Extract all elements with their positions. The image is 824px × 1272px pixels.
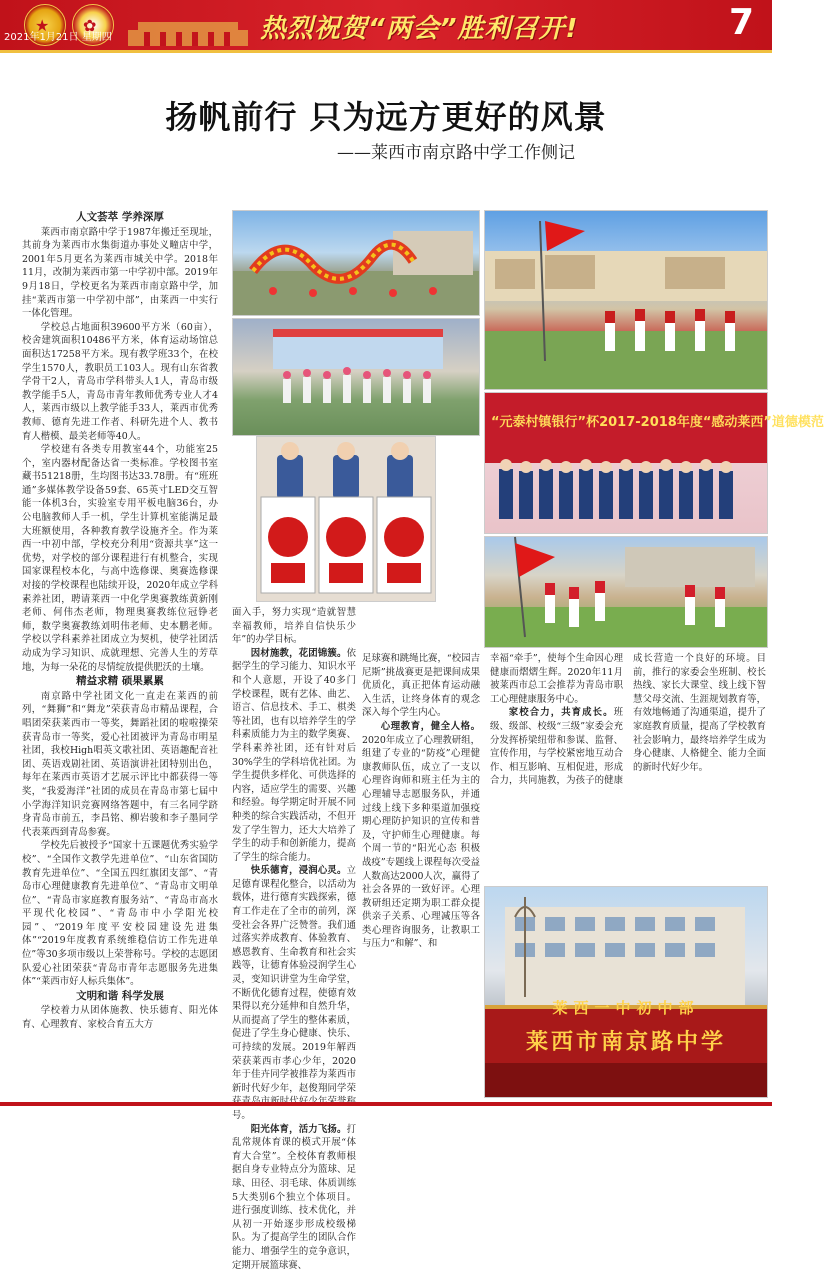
photo-paper-cutting bbox=[256, 436, 436, 602]
photo-dragon-dance bbox=[232, 210, 480, 316]
article-subhead: ——莱西市南京路中学工作侧记 bbox=[337, 143, 575, 163]
banner-title: 热烈祝贺“两会”胜利召开! bbox=[260, 14, 579, 44]
award-banner-text: “元泰村镇银行”杯2017-2018年度“感动莱西”道德模范 bbox=[491, 415, 824, 430]
photo-school-gate bbox=[484, 886, 768, 1098]
paragraph: 莱西市南京路中学于1987年搬迁至现址，其前身为莱西市水集街道办事处义疃店中学，2001年5月更名为莱西市城关中学。2018年11月，改制为莱西市第一中学初中部。2019年9月18日，学校更名为莱西市南京路中学，加挂“莱西市第一中学初中部”，由莱西一中实行一体化管理。 bbox=[22, 226, 218, 320]
section-heading-3: 文明和谐 科学发展 bbox=[76, 989, 164, 1002]
photo-stage-performance bbox=[232, 318, 480, 436]
article-column-4 bbox=[490, 652, 766, 882]
paragraph: 足球赛和跳绳比赛，“校园吉尼斯”挑战赛更是把课间成果优质化，真正把体育运动融入生活，让终身体育的观念深入每个学生内心。 bbox=[362, 653, 480, 719]
great-hall-icon bbox=[118, 0, 258, 50]
paragraph: 学校着力从团体施教、快乐德育、阳光体育、心理教育、家校合育五大方 bbox=[22, 1005, 218, 1031]
issue-date: 2021年1月21日 星期四 bbox=[4, 32, 112, 43]
paragraph-lead: 心理教育，健全人格。 bbox=[380, 720, 480, 732]
photo-award-ceremony bbox=[484, 392, 824, 534]
gate-top-text: 莱西一中初中部 bbox=[552, 999, 700, 1017]
section-heading-1: 人文荟萃 学养深厚 bbox=[76, 211, 164, 223]
paragraph: 因材施教，花团锦簇。依据学生的学习能力、知识水平和个人意愿，开设了40多门学校课程，既有艺体、曲艺、语言、信息技术、手工、棋类等社团，也有以培养学生的学科素质能力为主的数学奥赛、学科素养社团，还有针对后30%学生的学科培优社团。为学生提供多样化、可供选择的内容，适应学生的需要、兴趣和经验。每学期定时开展不同种类的综合实践活动，不但开发了学生智力，还大大培养了学生的动手和创新能力，提高了学生的综合能力。 bbox=[232, 647, 356, 863]
national-emblem-icon: ★ bbox=[24, 4, 66, 46]
footer-rule bbox=[0, 1102, 772, 1106]
page-banner bbox=[0, 0, 772, 50]
paragraph: 学校总占地面积39600平方米（60亩），校舍建筑面积10486平方米，体育运动场馆总面积达17258平方米。现有教学班33个，在校学生1570人，教职员工103人。现有山东省教学骨干2人，青岛市学科带头人1人，青岛市级教学能手5人，青岛市青年教师优秀专业人才4人，莱西市级以上教学能手33人，莱西市优秀教师、德育先进工作者、科研先进个人、教书育人楷模、最美老师等40人。 bbox=[22, 321, 218, 442]
paragraph-lead: 家校合力，共育成长。 bbox=[508, 707, 614, 719]
paragraph: 学校建有各类专用教室44个，功能室25个，室内器材配备达省一类标准。学校图书室藏书51218册，生均图书达33.78册。有“班班通”多媒体教学设备59套、65英寸LED交互智能一体机3台，实验室专用平板电脑36台，办公电脑教师人手一机，学生计算机室能满足最大班额使用，各种教育教学设施齐全。作为莱西一中初中部，学校充分利用“资源共享”这一优势，对学校的部分课程进行有机整合，实现国家课程校本化，与高中选修课、奥赛选修课对接的学校课程也陆续开设，2020年成立学科素养社团，聘请莱西一中化学奥赛教练黄新刚老师、何伟杰老师，物理奥赛教练位冠铮老师，数学奥赛教练刘明伟老师、史本鹏老师。学校以学科素养社团成立为契机，使学社团活动成为学习知识、成就理想、完善人生的芳草地，为每一朵花的尽情绽放提供肥沃的土壤。 bbox=[22, 444, 218, 673]
paragraph: 家校合力，共育成长。班级、级部、校级“三级”家委会充分发挥桥梁纽带和参谋、监督、宣传作用，与学校紧密地互动合作、相互影响、互相促进，形成合力，共同施教，为孩子的健康成长营造一个良好的环境。目前，推行的家委会坐班制、校长热线、家长大课堂、线上线下智慧父母交流、生涯规划教育等，有效地畅通了沟通渠道，提升了家庭教育质量，提高了学校教育社会影响力，最终培养学生成为身心健康、人格健全、能力全面的新时代好少年。 bbox=[490, 653, 766, 787]
article-column-2 bbox=[232, 606, 356, 1271]
paragraph: 幸福“牵手”，使每个生命因心理健康而熠熠生辉。2020年11月被莱西市总工会推荐为青岛市职工心理健康服务中心。 bbox=[490, 653, 623, 705]
banner-rule bbox=[0, 50, 772, 53]
paragraph: 学校先后被授予“国家十五课题优秀实验学校”、“全国作文教学先进单位”、“山东省国防教育先进单位”、“全国五四红旗团支部”、“青岛市心理健康教育先进单位”、“青岛市文明单位”、“青岛市家庭教育服务站”、“青岛市高水平现代化校园”、“青岛市中小学阳光校园”、“2019年度平安校园建设先进集体”“2019年度教育系统维稳信访工作先进单位”等30多项市级以上荣誉称号。学校的志愿团队爱心社团荣获“青岛市青年志愿服务先进集体”“莱西市好人标兵集体”。 bbox=[22, 840, 218, 988]
paragraph-lead: 因材施教，花团锦簇。 bbox=[250, 647, 347, 659]
paragraph: 阳光体育，活力飞扬。打乱常规体育课的模式开展“体育大合堂”。全校体育教师根据自身专业特点分为篮球、足球、田径、羽毛球、体质训练5大类别6个独立个体项目。进行强度训练、技术优化，并从初一开始逐步形成校级梯队。为了提高学生的团队合作能力、增强学生的竞争意识，定期开展篮球赛、 bbox=[232, 1123, 356, 1271]
article-column-1 bbox=[22, 210, 218, 1098]
gate-sign-text: 莱西市南京路中学 bbox=[525, 1030, 726, 1055]
paragraph-lead: 快乐德育，浸润心灵。 bbox=[250, 865, 347, 877]
section-heading-2: 精益求精 硕果累累 bbox=[76, 675, 164, 688]
article-headline: 扬帆前行 只为远方更好的风景 bbox=[165, 98, 607, 136]
paragraph: 南京路中学社团文化一直走在莱西的前列，“舞狮”和“舞龙”荣获青岛市精品课程，合唱团荣获莱西市一等奖，舞蹈社团的啦啦操荣获青岛市一等奖，爱心社团被评为青岛市明星社团，我校High唱英文歌社团、英语趣配音社团、英语戏剧社团、英语演讲社团特别出色，每年在莱西市英语才艺展示评比中都获得一等奖，“我爱海洋”社团的成员在青岛市第七届中小学海洋知识竞赛网络答题中，有三名同学跻身青岛市前五，李昌铭、柳岩骏和李子墨同学代表莱西到青岛参赛。 bbox=[22, 690, 218, 838]
page-number: 7 bbox=[728, 2, 754, 43]
photo-marching-band bbox=[484, 210, 768, 390]
paragraph: 心理教育，健全人格。2020年成立了心理教研组，组建了专业的“防疫”心理健康教师队伍，成立了一支以心理咨询师和班主任为主的心理辅导志愿服务队，并通过线上线下多种渠道加强疫期心理防护知识的宣传和普及，守护师生心理健康。每个周一节的“阳光心态 积极战疫”专题线上课程每次受益人数高达2000人次，赢得了社会各界的一致好评。心理教研组还定期为职工群众提供亲子关系、心理减压等各类心理咨询服务，让教职工与压力“和解”、和 bbox=[362, 720, 480, 950]
photo-parade bbox=[484, 536, 768, 648]
paragraph: 快乐德育，浸润心灵。立足德育课程化整合，以活动为载体，进行德育实践探索，德育工作走在了全市的前列，深受社会各界广泛赞誉。我们通过落实养成教育、体验教育、感恩教育、生命教育和社会实践等，让德育体验浸润学生心灵，变知识讲堂为生命学堂，不断优化德育过程，使德育效果得以充分延伸和自然升华，从而提高了学生的整体素质，促进了学生身心健康、快乐、可持续的发展。2019年解西荣获莱西市孝心少年，2020年于佳卉同学被推荐为莱西市新时代好少年，赵俊翔同学荣 号。 bbox=[232, 865, 356, 1121]
article-column-3 bbox=[362, 652, 480, 1098]
paragraph: 面入手，努力实现“造就智慧幸福教师，培养自信快乐少年”的办学目标。 bbox=[232, 607, 356, 646]
paragraph-lead: 阳光体育，活力飞扬。 bbox=[250, 1123, 347, 1135]
cppcc-emblem-icon: ✿ bbox=[72, 4, 114, 46]
